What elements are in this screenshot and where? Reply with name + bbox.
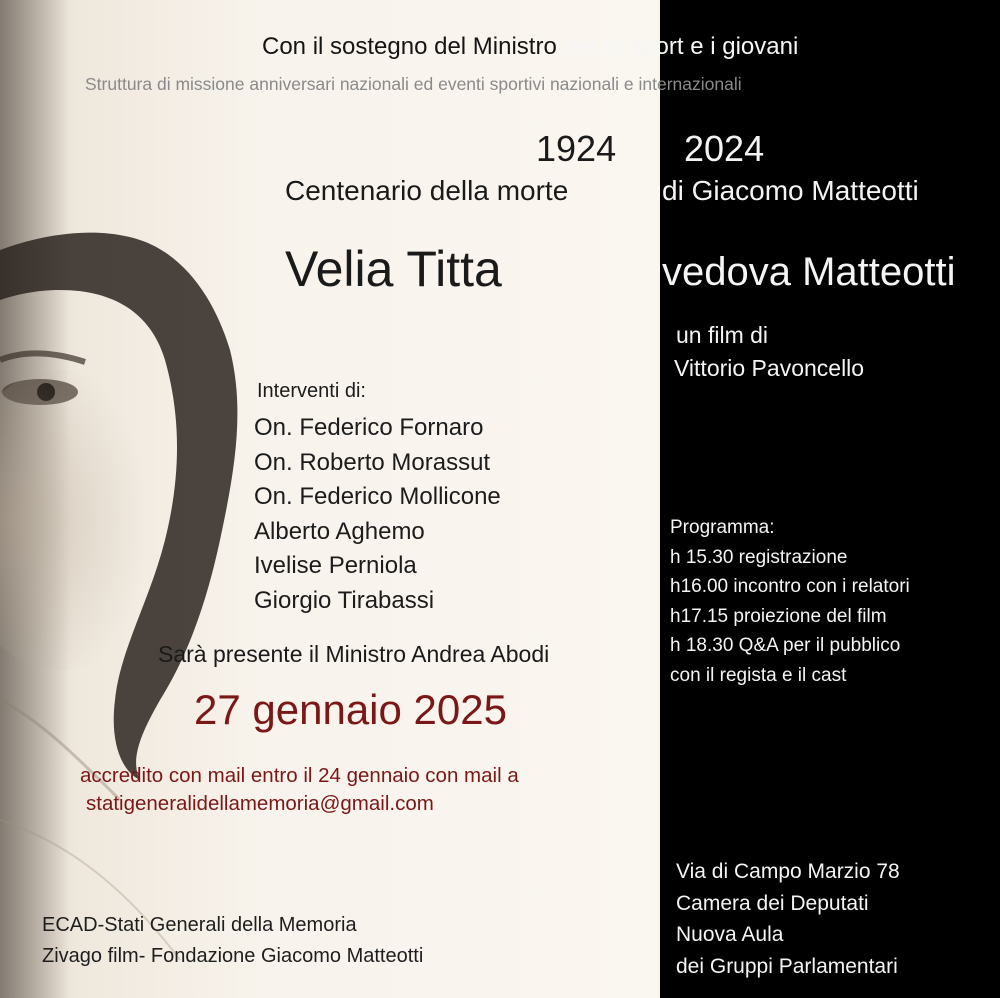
support-line <box>262 33 798 61</box>
support-line-right: per lo sport e i giovani <box>556 33 799 60</box>
year-start: 1924 <box>536 128 617 169</box>
organizers <box>42 910 423 972</box>
speaker-name: On. Federico Mollicone <box>254 483 501 510</box>
speaker-name: Giorgio Tirabassi <box>254 586 435 614</box>
film-director: Vittorio Pavoncello <box>674 355 865 381</box>
year-end: 2024 <box>684 128 765 169</box>
mission-structure-line: Struttura di missione anniversari nazionali ed eventi sportivi nazionali e internazionali <box>85 74 742 94</box>
program-item: con il regista e il cast <box>670 664 847 686</box>
program-item: h17.15 proiezione del film <box>670 605 887 627</box>
speaker-name: Alberto Aghemo <box>254 517 425 545</box>
venue-line: dei Gruppi Parlamentari <box>676 954 898 978</box>
support-line-left: Con il sostegno del Ministro <box>262 33 557 60</box>
film-title-right: vedova Matteotti <box>662 250 956 294</box>
minister-note: Sarà presente il Ministro Andrea Abodi <box>158 641 550 667</box>
organizer-line: ECAD-Stati Generali della Memoria <box>42 914 357 936</box>
program-label: Programma: <box>670 517 775 538</box>
venue-line: Via di Campo Marzio 78 <box>676 860 900 883</box>
speaker-name: Ivelise Perniola <box>254 552 417 579</box>
speaker-name: On. Roberto Morassut <box>254 448 491 476</box>
accreditation-email[interactable]: statigeneralidellamemoria@gmail.com <box>86 792 434 815</box>
program-list <box>670 513 910 690</box>
program-item: h 15.30 registrazione <box>670 546 848 568</box>
venue-line: Nuova Aula <box>676 923 784 946</box>
centenary-subtitle-right: di Giacomo Matteotti <box>662 175 919 206</box>
venue-line: Camera dei Deputati <box>676 891 869 915</box>
centenary-subtitle-left: Centenario della morte <box>285 175 569 206</box>
event-date: 27 gennaio 2025 <box>194 686 507 733</box>
organizer-line: Zivago film- Fondazione Giacomo Matteotti <box>42 945 424 967</box>
film-credit-line1: un film di <box>676 322 769 348</box>
venue-address <box>676 856 900 982</box>
speakers-label: Interventi di: <box>257 380 366 402</box>
speakers-list <box>254 380 501 618</box>
accreditation-line: accredito con mail entro il 24 gennaio con mail a <box>80 764 519 787</box>
program-item: h16.00 incontro con i relatori <box>670 576 910 597</box>
program-item: h 18.30 Q&A per il pubblico <box>670 635 901 656</box>
speaker-name: On. Federico Fornaro <box>254 414 484 441</box>
film-title-left: Velia Titta <box>285 241 502 297</box>
